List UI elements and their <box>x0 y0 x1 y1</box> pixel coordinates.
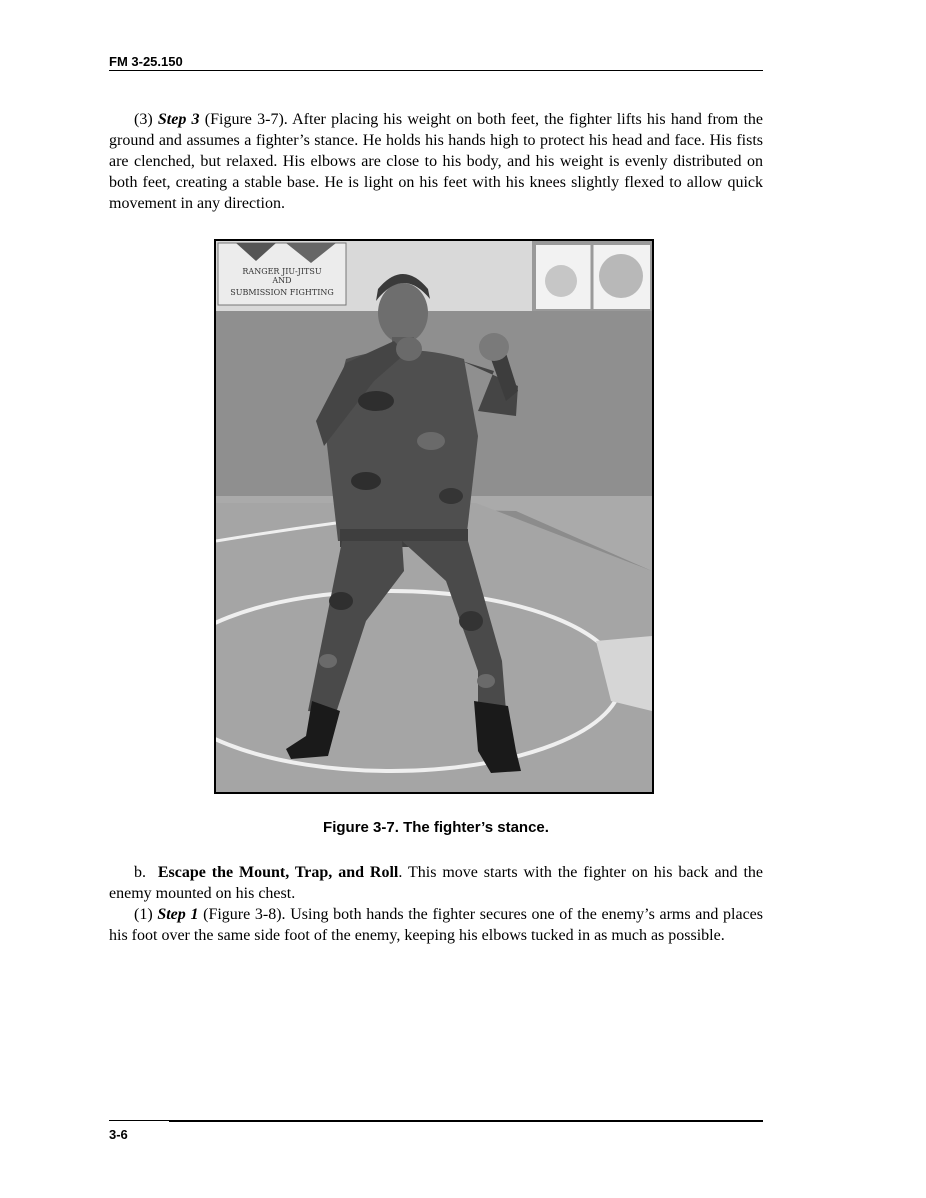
header-rule <box>109 70 763 71</box>
step-1-number: (1) <box>134 906 153 923</box>
paragraph-b-text: . This move starts with the fighter on his back and the enemy mounted on his chest. <box>109 864 764 902</box>
footer-rule <box>169 1120 763 1122</box>
step-1-figure-ref: (Figure 3-8). <box>203 906 286 923</box>
step-3-text: After placing his weight on both feet, the fighter lifts his hand from the ground and assumes a fighter’s stance. He holds his hands high to protect his head and face. His fists are clenched, but relaxed. His elbows are close to his body, and his weight is evenly distributed on both feet, creating a stable base. He is light on his feet with his knees slightly flexed to allow quick movement in any direction. <box>109 111 764 212</box>
figure-caption: Figure 3-7. The fighter’s stance. <box>323 819 549 836</box>
step-1-text: Using both hands the fighter secures one of the enemy’s arms and places his foot over the same side foot of the enemy, keeping his elbows tucked in as much as possible. <box>109 906 764 944</box>
footer-rule-short <box>109 1120 169 1121</box>
step-3-number: (3) <box>134 111 153 128</box>
sign-line-3: SUBMISSION FIGHTING <box>230 288 334 297</box>
step-3-label: Step 3 <box>157 111 200 128</box>
paragraph-step-3 <box>109 109 763 214</box>
figure-3-7-photo <box>214 239 654 794</box>
step-3-figure-ref: (Figure 3-7). <box>204 111 288 128</box>
sign-line-2: AND <box>272 276 292 285</box>
paragraph-b-title: Escape the Mount, Trap, and Roll <box>157 864 399 881</box>
paragraph-b <box>109 862 763 946</box>
sign-line-1: RANGER JIU-JITSU <box>242 267 322 276</box>
paragraph-b-letter: b. <box>134 864 146 881</box>
step-1-label: Step 1 <box>157 906 199 923</box>
page-number: 3-6 <box>109 1127 128 1142</box>
running-header: FM 3-25.150 <box>109 54 183 69</box>
